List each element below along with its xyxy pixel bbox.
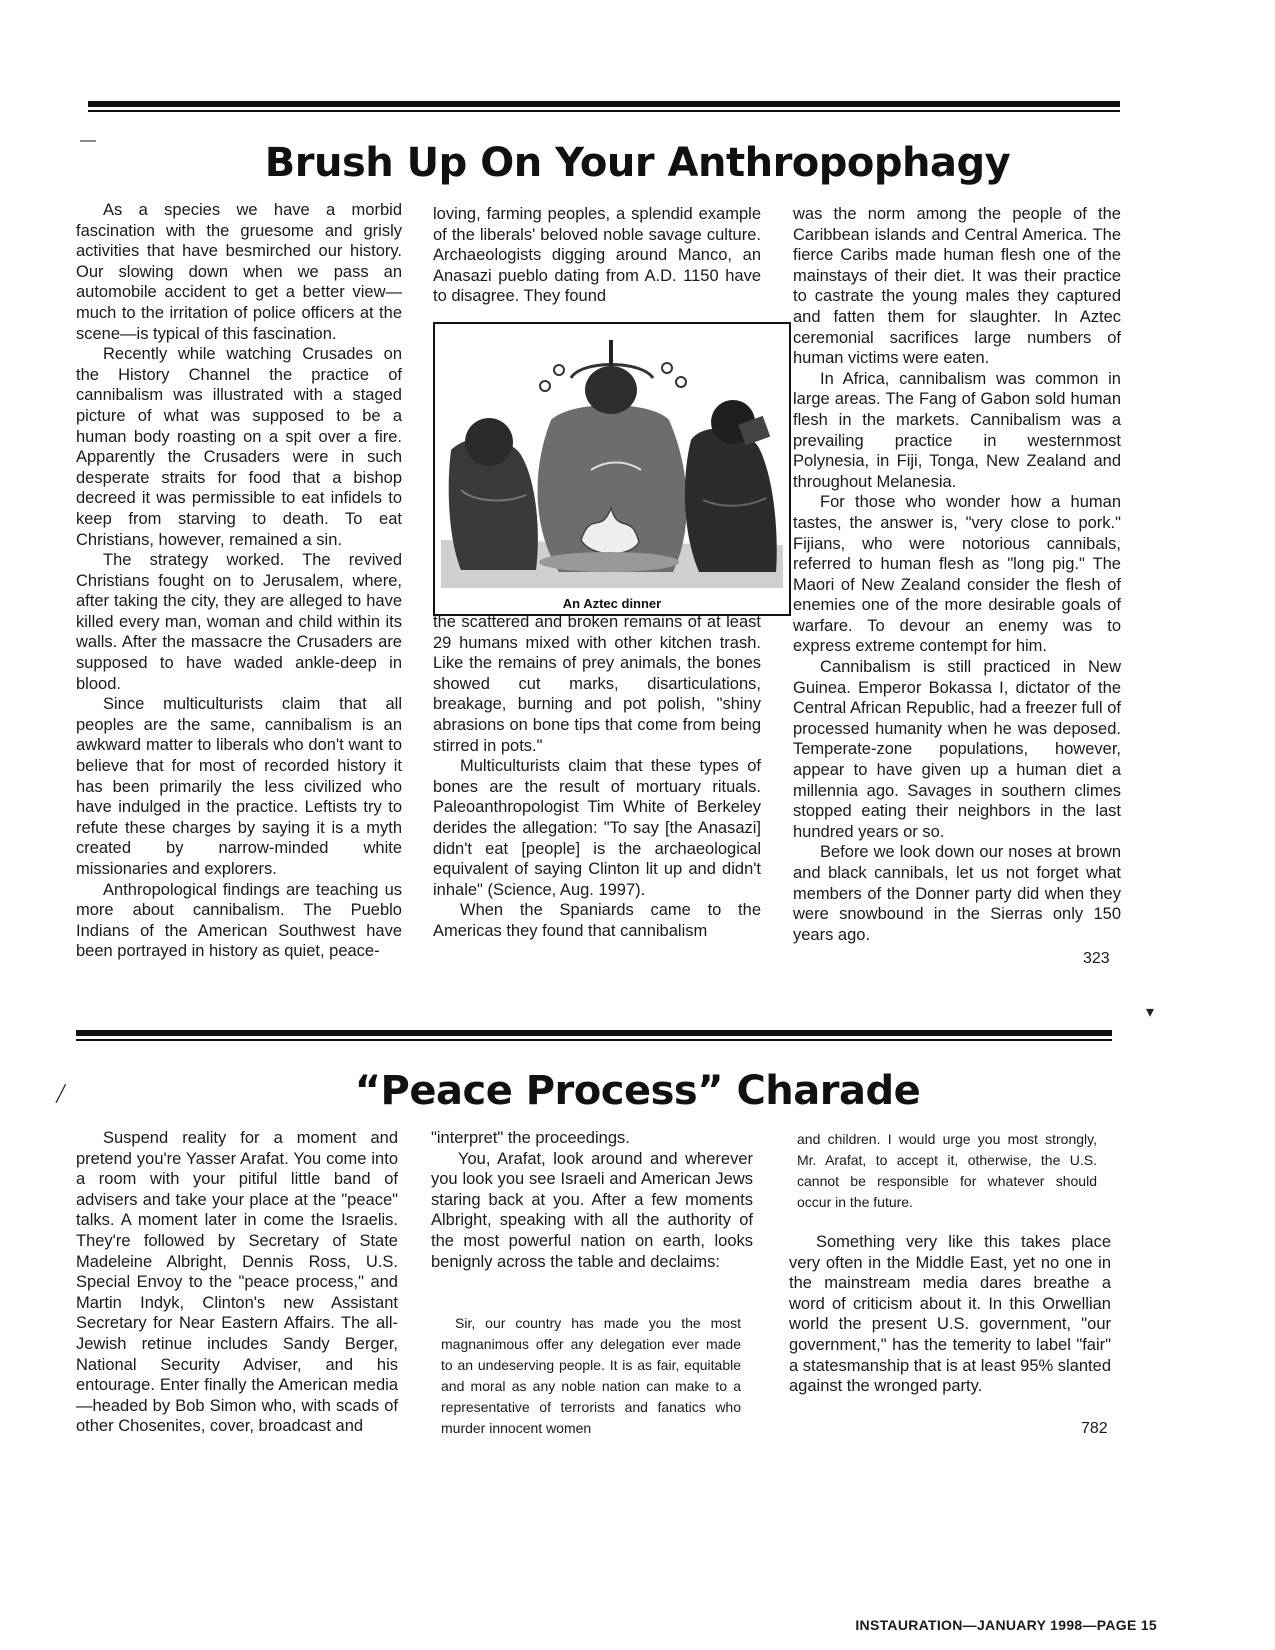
paragraph: Multiculturists claim that these types of bones are the result of mortuary rituals. Paleoanthropologist Tim White of Berkeley derides the allegation: "To say [the Anasazi] didn't eat [people] is the archaeological equivalent of saying Clinton lit up and didn't inhale" (Science, Aug. 1997).	[433, 757, 761, 899]
paragraph: The strategy worked. The revived Christians fought on to Jerusalem, where, after taking the city, they are alleged to have killed every man, woman and child within its walls. After the massacre the Crusaders are supposed to have waded ankle-deep in blood.	[76, 551, 402, 693]
paragraph: Before we look down our noses at brown and black cannibals, let us not forget what members of the Donner party did when they were snowbound in the Sierras only 150 years ago.	[793, 843, 1121, 944]
paragraph: "interpret" the proceedings.	[431, 1129, 630, 1147]
top-rule-thick	[88, 101, 1120, 107]
top-rule-thin	[88, 110, 1120, 112]
article-2-title: “Peace Process” Charade	[354, 1068, 921, 1114]
aztec-dinner-illustration	[441, 330, 783, 588]
article-1-column-3	[793, 204, 1121, 945]
albright-quote-part-2	[797, 1129, 1097, 1213]
middle-rule-thin	[76, 1039, 1112, 1041]
margin-mark-bullet: ▾	[1146, 1004, 1155, 1021]
paragraph: Cannibalism is still practiced in New Guinea. Emperor Bokassa I, dictator of the Central African Republic, had a freezer full of processed humanity when he was deposed. Temperate-zone populations, however, appear to have given up a human diet a millennia ago. Savages in southern climes stopped eating their neighbors in the last hundred years or so.	[793, 658, 1121, 841]
article-1-column-1	[76, 200, 402, 962]
paragraph: Recently while watching Crusades on the History Channel the practice of cannibalism was illustrated with a staged picture of what was supposed to be a human body roasting on a spit over a fire. Apparently the Crusaders were in such desperate straits for food that a bishop decreed it was permissible to eat infidels to keep from starving to death. To eat Christians, however, remained a sin.	[76, 345, 402, 549]
middle-rule-thick	[76, 1030, 1112, 1036]
article-2-column-2	[431, 1128, 753, 1272]
paragraph: Anthropological findings are teaching us more about cannibalism. The Pueblo Indians of the American Southwest have been portrayed in history as quiet, peace-	[76, 880, 402, 961]
figure-caption: An Aztec dinner	[562, 596, 662, 611]
paragraph: When the Spaniards came to the Americas they found that cannibalism	[433, 901, 761, 940]
paragraph: the scattered and broken remains of at least 29 humans mixed with other kitchen trash. Like the remains of prey animals, the bones showed cut marks, disarticulations, breakage, burning and pot polish, "shiny abrasions on bone tips that come from being stirred in pots."	[433, 613, 761, 755]
article-1-title: Brush Up On Your Anthropophagy	[264, 140, 1011, 186]
article-1-column-2-top	[433, 204, 761, 307]
quote-part-2-text: and children. I would urge you most strongly, Mr. Arafat, to accept it, otherwise, the U.S. cannot be responsible for whatever should occur in the future.	[797, 1131, 1097, 1210]
article-2-column-3	[789, 1232, 1111, 1397]
page-footer: INSTAURATION—JANUARY 1998—PAGE 15	[855, 1617, 1157, 1633]
paragraph: Suspend reality for a moment and pretend you're Yasser Arafat. You come into a room with your pitiful little band of advisers and take your place at the "peace" talks. A moment later in come the Israelis. They're followed by Secretary of State Madeleine Albright, Dennis Ross, U.S. Special Envoy to the "peace process," and Martin Indyk, Clinton's new Assistant Secretary for Near Eastern Affairs. The all-Jewish retinue includes Sandy Berger, National Security Adviser, and his entourage. Enter finally the American media—headed by Bob Simon who, with scads of other Chosenites, cover, broadcast and	[76, 1129, 398, 1436]
article-2-number: 782	[1081, 1420, 1108, 1437]
paragraph: Since multiculturists claim that all peoples are the same, cannibalism is an awkward matter to liberals who don't want to believe that for most of recorded history it has been primarily the less civilized who have indulged in the practice. Leftists try to refute these charges by saying it is a myth created by narrow-minded white missionaries and explorers.	[76, 695, 402, 878]
paragraph: loving, farming peoples, a splendid example of the liberals' beloved noble savage culture. Archaeologists digging around Manco, an Anasazi pueblo dating from A.D. 1150 have to disagree. They found	[433, 205, 761, 306]
paragraph: You, Arafat, look around and wherever you look you see Israeli and American Jews staring back at you. After a few moments Albright, speaking with all the authority of the most powerful nation on earth, looks benignly across the table and declaims:	[431, 1149, 753, 1271]
paragraph: was the norm among the people of the Caribbean islands and Central America. The fierce Caribs made human flesh one of the mainstays of their diet. It was their practice to castrate the young males they captured and fatten them for slaughter. In Aztec ceremonial sacrifices large numbers of human victims were eaten.	[793, 205, 1121, 368]
aztec-dinner-figure	[433, 322, 791, 616]
paragraph: As a species we have a morbid fascination with the gruesome and grisly activities that have besmirched our history. Our slowing down when we pass an automobile accident to get a better view—much to the irritation of police officers at the scene—is typical of this fascination.	[76, 201, 402, 343]
paragraph: In Africa, cannibalism was common in large areas. The Fang of Gabon sold human flesh in the markets. Cannibalism was a prevailing practice in westernmost Polynesia, in Fiji, Tonga, New Zealand and throughout Melanesia.	[793, 369, 1121, 491]
paragraph: Something very like this takes place very often in the Middle East, yet no one in the mainstream media dares breathe a word of criticism about it. In this Orwellian world the present U.S. government, "our government," has the temerity to label "fair" a statesmanship that is at least 95% slanted against the wronged party.	[789, 1233, 1111, 1396]
article-1-column-2-bottom	[433, 612, 761, 942]
article-2-column-1	[76, 1128, 398, 1437]
margin-mark-tick: ╱	[56, 1086, 66, 1103]
albright-quote-part-1	[441, 1313, 741, 1439]
paragraph: For those who wonder how a human tastes, the answer is, "very close to pork." Fijians, who were notorious cannibals, referred to human flesh as "long pig." The Maori of New Zealand consider the flesh of enemies one of the more desirable goals of warfare. To devour an enemy was to express extreme contempt for him.	[793, 493, 1121, 656]
quote-part-1-text: Sir, our country has made you the most magnanimous offer any delegation ever made to an undeserving people. It is as fair, equitable and moral as any noble nation can make to a representative of terrorists and fanatics who murder innocent women	[441, 1315, 741, 1436]
margin-mark: ―	[80, 132, 96, 149]
article-1-number: 323	[1083, 950, 1110, 967]
